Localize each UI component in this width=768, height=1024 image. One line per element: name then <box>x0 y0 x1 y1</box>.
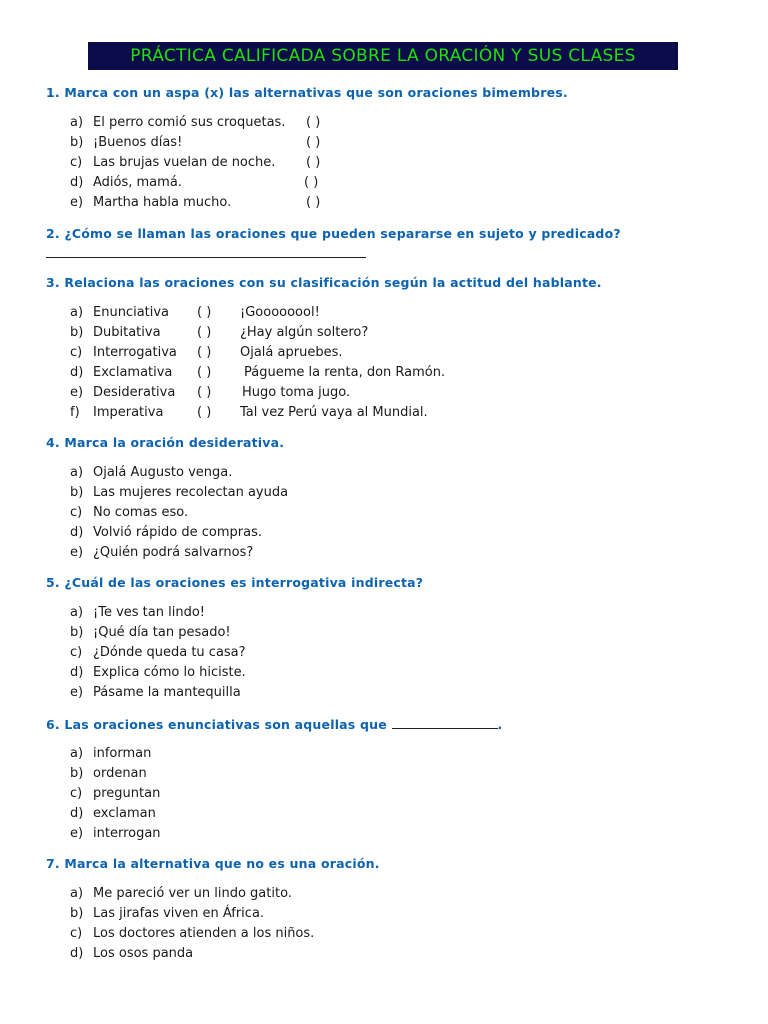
answer-parentheses[interactable]: ( ) <box>197 305 212 320</box>
answer-parentheses[interactable]: ( ) <box>197 385 212 400</box>
answer-parentheses[interactable]: ( ) <box>197 365 212 380</box>
answer-parentheses[interactable]: ( ) <box>306 115 321 130</box>
question-7: 7. Marca la alternativa que no es una oración. <box>46 856 380 871</box>
answer-parentheses[interactable]: ( ) <box>306 135 321 150</box>
answer-line[interactable] <box>46 257 366 258</box>
question-2: 2. ¿Cómo se llaman las oraciones que pueden separarse en sujeto y predicado? <box>46 226 621 241</box>
answer-parentheses[interactable]: ( ) <box>306 155 321 170</box>
question-6: 6. Las oraciones enunciativas son aquellas que . <box>46 717 503 732</box>
question-3: 3. Relaciona las oraciones con su clasificación según la actitud del hablante. <box>46 275 602 290</box>
answer-parentheses[interactable]: ( ) <box>197 345 212 360</box>
question-4: 4. Marca la oración desiderativa. <box>46 435 285 450</box>
question-5: 5. ¿Cuál de las oraciones es interrogativa indirecta? <box>46 575 424 590</box>
answer-parentheses[interactable]: ( ) <box>306 195 321 210</box>
page-title: PRÁCTICA CALIFICADA SOBRE LA ORACIÓN Y SUS CLASES <box>88 42 678 70</box>
fill-in-blank[interactable] <box>392 716 498 729</box>
answer-parentheses[interactable]: ( ) <box>197 325 212 340</box>
question-1: 1. Marca con un aspa (x) las alternativas que son oraciones bimembres. <box>46 85 568 100</box>
answer-parentheses[interactable]: ( ) <box>197 405 212 420</box>
answer-parentheses[interactable]: ( ) <box>304 175 319 190</box>
